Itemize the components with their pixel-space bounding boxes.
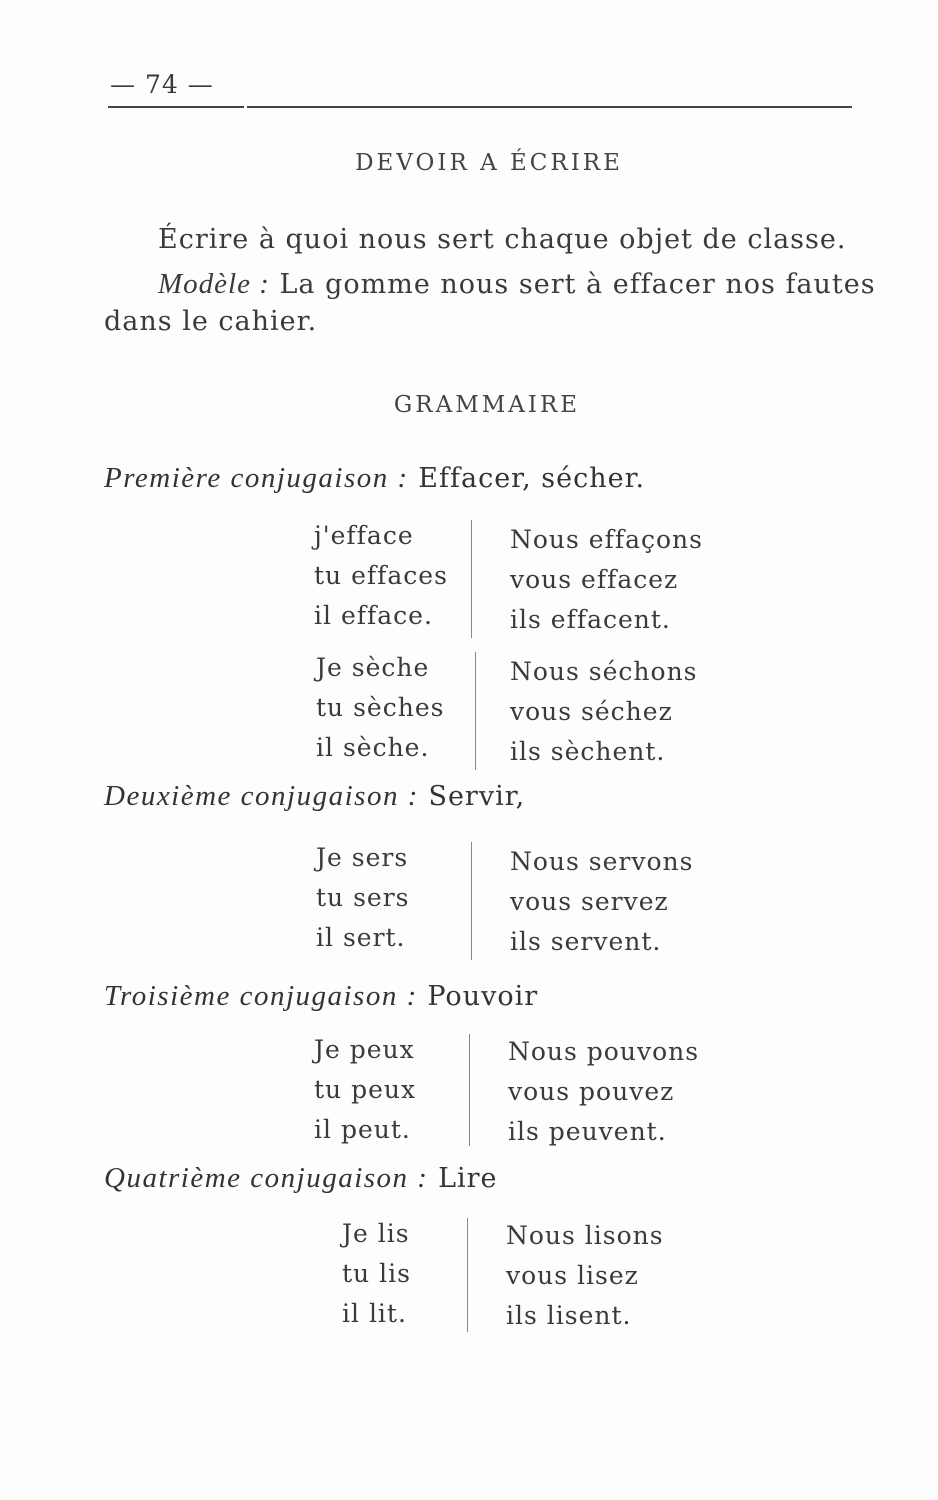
model-label: Modèle : <box>158 268 270 300</box>
conjugation-title-3 <box>104 980 538 1013</box>
header-rule-right <box>247 106 852 108</box>
page-number: — 74 — <box>110 70 214 99</box>
verb-form: ils peuvent. <box>508 1117 667 1146</box>
singular-forms <box>314 1030 416 1150</box>
header-rule-left <box>108 106 244 108</box>
verb-form: il lit. <box>342 1299 407 1328</box>
model-line <box>158 268 876 301</box>
conjugation-verbs: Pouvoir <box>427 981 539 1012</box>
verb-form: vous pouvez <box>508 1077 675 1106</box>
conjugation-verbs: Servir, <box>428 781 526 812</box>
verb-form: il peut. <box>314 1115 411 1144</box>
conjugation-label: Troisième conjugaison : <box>104 980 418 1012</box>
plural-forms <box>510 520 703 640</box>
verb-form: Nous pouvons <box>508 1037 700 1066</box>
verb-form: vous effacez <box>510 565 679 594</box>
singular-forms <box>316 838 410 958</box>
verb-form: vous servez <box>510 887 669 916</box>
verb-form: vous séchez <box>510 697 673 726</box>
verb-form: tu peux <box>314 1075 417 1104</box>
singular-forms <box>316 648 444 768</box>
column-divider <box>471 520 472 638</box>
verb-form: il sert. <box>316 923 406 952</box>
conjugation-title-2 <box>104 780 525 813</box>
plural-forms <box>508 1032 699 1152</box>
verb-form: Je sers <box>316 843 409 872</box>
verb-form: ils lisent. <box>506 1301 632 1330</box>
verb-form: Je peux <box>314 1035 415 1064</box>
verb-form: tu sers <box>316 883 410 912</box>
conjugation-label: Deuxième conjugaison : <box>104 780 419 812</box>
plural-forms <box>510 842 693 962</box>
column-divider <box>467 1218 468 1332</box>
verb-form: Nous servons <box>510 847 694 876</box>
model-continuation: dans le cahier. <box>104 306 318 337</box>
conjugation-label: Première conjugaison : <box>104 462 409 494</box>
column-divider <box>475 652 476 770</box>
singular-forms <box>314 516 448 636</box>
conjugation-title-4 <box>104 1162 498 1195</box>
conjugation-label: Quatrième conjugaison : <box>104 1162 429 1194</box>
devoir-instruction: Écrire à quoi nous sert chaque objet de classe. <box>158 224 847 255</box>
verb-form: Nous effaçons <box>510 525 703 554</box>
verb-form: vous lisez <box>506 1261 639 1290</box>
verb-form: Je sèche <box>316 653 430 682</box>
verb-form: j'efface <box>314 521 414 550</box>
verb-form: tu effaces <box>314 561 448 590</box>
verb-form: tu sèches <box>316 693 445 722</box>
model-text: La gomme nous sert à effacer nos fautes <box>279 269 876 300</box>
verb-form: il sèche. <box>316 733 430 762</box>
verb-form: Je lis <box>342 1219 410 1248</box>
plural-forms <box>506 1216 664 1336</box>
devoir-heading: DEVOIR A ÉCRIRE <box>355 150 623 176</box>
verb-form: ils sèchent. <box>510 737 666 766</box>
column-divider <box>471 842 472 960</box>
singular-forms <box>342 1214 411 1334</box>
verb-form: Nous séchons <box>510 657 698 686</box>
plural-forms <box>510 652 698 772</box>
conjugation-title-1 <box>104 462 645 495</box>
verb-form: ils effacent. <box>510 605 671 634</box>
verb-form: ils servent. <box>510 927 662 956</box>
conjugation-verbs: Effacer, sécher. <box>418 463 646 494</box>
column-divider <box>469 1034 470 1146</box>
conjugation-verbs: Lire <box>438 1163 498 1194</box>
verb-form: tu lis <box>342 1259 411 1288</box>
verb-form: Nous lisons <box>506 1221 664 1250</box>
grammaire-heading: GRAMMAIRE <box>393 392 581 418</box>
verb-form: il efface. <box>314 601 433 630</box>
